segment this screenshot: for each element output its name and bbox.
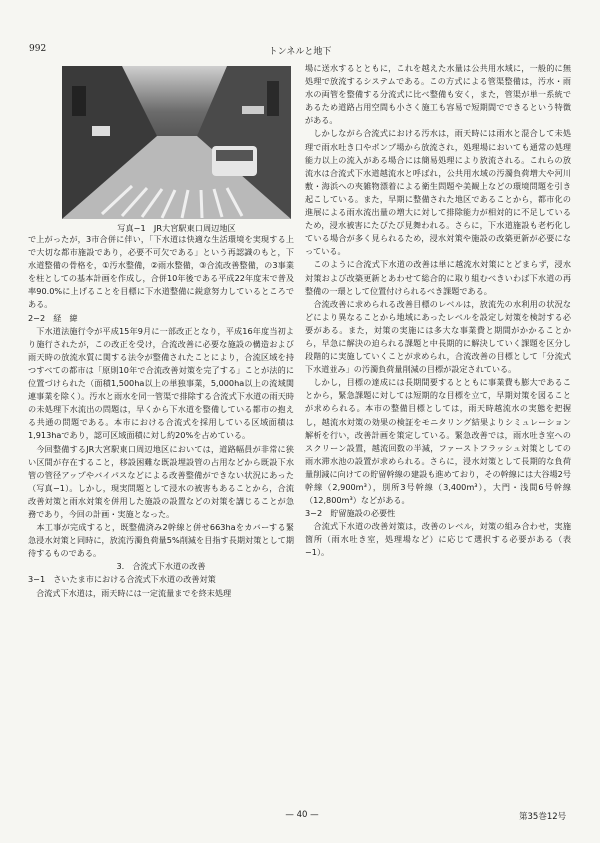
- paragraph: 今回整備するJR大宮駅東口周辺地区においては，道路幅員が非常に狭い区間が存在すること，移設困難な既設埋設管の占用などから既設下水管の管径アップやバイパスなどによる改善整備ができない状況にあった（写真−1）。しかし，現実問題として浸水の被害もあることから，合流改善対策と雨水対策を併用した施設の設置などの対策を講じることが急務であり，今回の計画・実施となった。: [28, 443, 294, 519]
- right-column: [305, 62, 571, 560]
- section-heading: 2−2 経 緯: [28, 312, 78, 323]
- street-photo-graphic: [62, 66, 291, 219]
- running-title: トンネルと地下: [268, 47, 332, 57]
- photo-caption: 写真−1 JR大宮駅東口周辺地区: [117, 223, 236, 233]
- left-column: [28, 233, 294, 600]
- page-footer-number: — 40 —: [285, 810, 319, 820]
- page-number: 992: [29, 44, 47, 54]
- paragraph: 本工事が完成すると，既整備済み2幹線と併せ663haをカバーする緊急浸水対策と同時に，放流汚濁負荷量5%削減を目指す長期対策として期待するものである。: [28, 522, 294, 559]
- paragraph: で上がったが，3市合併に伴い，「下水道は快適な生活環境を実現する上で大切な都市施設であり，必要不可欠である」という再認識のもと，下水道整備の骨格を，①汚水整備，②雨水整備，③合流改善整備，の3事業を柱としての基本計画を作成し，合併10年後である平成22年度末で普及率90.0%に上げることを目標に下水道整備に鋭意努力しているところである。: [28, 234, 294, 310]
- paragraph: 合流式下水道の改善対策は，改善のレベル，対策の組み合わせ，実施箇所（雨水吐き室，処理場など）に応じて選択する必要がある（表−1）。: [305, 521, 571, 558]
- paragraph: 場に送水するとともに，これを越えた水量は公共用水域に，一般的に無処理で放流するシステムである。この方式による管渠整備は，汚水・雨水の両管を整備する分流式に比べ整備も安く，また，管渠が単一系統であるため道路占用空間も小さく施工も容易で短期間でできるという特徴がある。: [305, 63, 571, 126]
- section-heading: 3−2 貯留施設の必要性: [305, 508, 396, 519]
- paragraph: 下水道法施行令が平成15年9月に一部改正となり，平成16年度当初より施行されたが，この改正を受け，合流改善に必要な施設の構造および雨天時の放流水質に関する法令が整備されたことにより，合流区域を持つすべての都市は「原則10年で合流改善対策を完了する」ことが法的に位置づけられた（面積1,500ha以上の単独事業，5,000ha以上の流域関連事業を除く）。汚水と雨水を同一管渠で排除する合流式下水道の雨天時の未処理下水流出の問題は，早くから下水道を整備している都市の抱える共通の問題である。本市における合流式を採用している区域面積は1,913haであり，認可区域面積に対し約20%を占めている。: [28, 325, 294, 441]
- section-heading: 3−1 さいたま市における合流式下水道の改善対策: [28, 574, 216, 585]
- paragraph: 合流改善に求められる改善目標のレベルは，放流先の水利用の状況などにより異なることから地域にあったレベルを設定し対策を検討する必要がある。また，対策の実施には多大な事業費と期間がかかることから，早急に解決の迫られる課題と中長期的に解決していく課題を区分し段階的に実施していくことが求められ，合流改善の目標として「分流式下水道並み」の汚濁負荷量削減の目標が設定されている。: [305, 298, 571, 375]
- paragraph: 合流式下水道は，雨天時には一定流量までを終末処理: [28, 587, 232, 598]
- issue-label: 第35巻12号: [519, 812, 567, 822]
- paragraph: このように合流式下水道の改善は単に越流水対策にとどまらず，浸水対策および改築更新とあわせて総合的に取り組むべきいわば下水道の再整備の一環として位置付けられるべき課題である。: [305, 259, 571, 296]
- section-heading: 3. 合流式下水道の改善: [116, 561, 206, 572]
- paragraph: しかし，目標の達成には長期間要するとともに事業費も膨大であることから，緊急課題に対しては短期的な目標を立て，早期対策を図ることが求められる。本市の整備目標としては，雨天時越流水の実態を把握し，越流水対策の効果の検証をモニタリング結果よりシミュレーション解析を行い，改善計画を策定している。緊急改善では，雨水吐き室へのスクリーン設置，越流回数の半減，ファーストフラッシュ対策としての雨水滞水池の設置が求められる。さらに，浸水対策として長期的な負荷量削減に向けての貯留幹線の建設も進めており，その幹線には大谷場2号幹線（2,900m³），別所3号幹線（3,400m³），大門・浅間6号幹線（12,800m³）などがある。: [305, 377, 571, 506]
- paragraph: しかしながら合流式における汚水は，雨天時には雨水と混合して未処理で雨水吐き口やポンプ場から放流され，処理場においても通常の処理能力以上の流入がある場合には簡易処理により放流される。これらの放流水は合流式下水道越流水と呼ばれ，公共用水域の汚濁負荷増大や河川敷・海浜への夾雑物漂着による衛生問題や美観上などの環境問題を引き起こしている。また，早期に整備された地区であることから，都市化の進展による雨水流出量の増大に対して排除能力が相対的に不足しているため，浸水被害にたびたび見舞われる。さらに，下水道施設も老朽化している場合が多く見られるため，浸水対策や施設の改築更新が必要になっている。: [305, 128, 571, 257]
- street-photo: [62, 66, 291, 219]
